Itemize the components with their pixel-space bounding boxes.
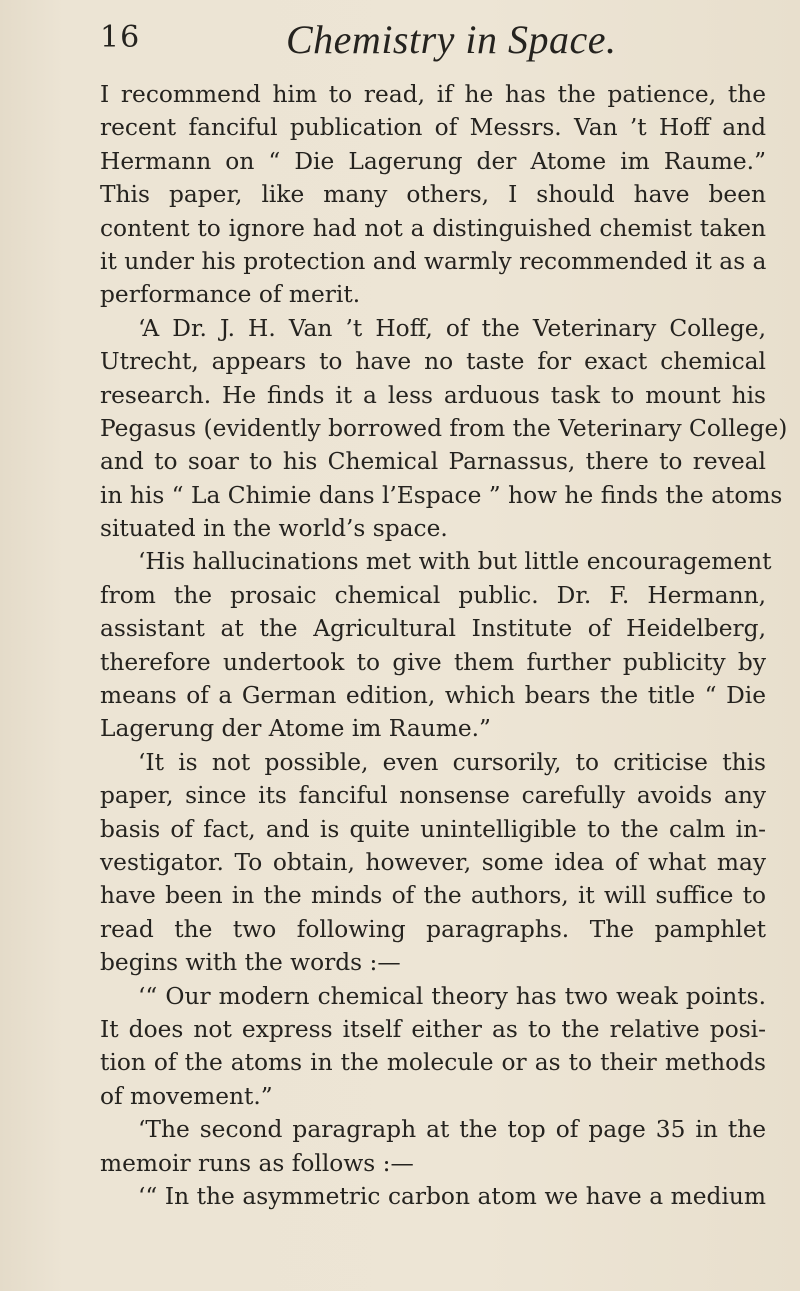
text-line: means of a German edition, which bears the title “ Die — [100, 682, 766, 710]
text-line: of movement.” — [100, 1082, 273, 1110]
text-line: research. He finds it a less arduous task to mount his — [100, 381, 766, 409]
text-line: Pegasus (evidently borrowed from the Veterinary College) — [100, 414, 788, 442]
text-line: ‘“ Our modern chemical theory has two weak points. — [138, 982, 766, 1010]
text-line: I recommend him to read, if he has the patience, the — [100, 81, 766, 108]
text-line: read the two following paragraphs. The pamphlet — [100, 915, 766, 943]
text-line: and to soar to his Chemical Parnassus, there to reveal — [100, 448, 766, 476]
page-header — [100, 16, 760, 68]
text-line: it under his protection and warmly recommended it as a — [100, 247, 767, 275]
text-line: have been in the minds of the authors, it will suffice to — [100, 882, 766, 910]
text-line: tion of the atoms in the molecule or as to their methods — [100, 1049, 766, 1077]
text-line: ‘The second paragraph at the top of page 35 in the — [138, 1116, 766, 1144]
text-line: paper, since its fanciful nonsense carefully avoids any — [100, 782, 766, 810]
text-line: ‘It is not possible, even cursorily, to criticise this — [138, 748, 766, 776]
text-line: It does not express itself either as to the relative posi- — [100, 1015, 766, 1043]
text-line: memoir runs as follows :— — [100, 1149, 414, 1177]
text-line: ‘His hallucinations met with but little encouragement — [138, 548, 772, 576]
text-line: assistant at the Agricultural Institute of Heidelberg, — [100, 615, 766, 643]
text-line: in his “ La Chimie dans l’Espace ” how he finds the atoms — [100, 481, 783, 509]
text-line: Lagerung der Atome im Raume.” — [100, 715, 491, 743]
text-line: ‘A Dr. J. H. Van ’t Hoff, of the Veterinary College, — [138, 314, 766, 342]
text-line: recent fanciful publication of Messrs. Van ’t Hoff and — [100, 114, 766, 142]
text-line: therefore undertook to give them further publicity by — [100, 648, 766, 676]
text-line: from the prosaic chemical public. Dr. F. Hermann, — [100, 581, 766, 609]
text-line: basis of fact, and is quite unintelligible to the calm in- — [100, 815, 766, 843]
running-title: Chemistry in Space. — [286, 17, 617, 62]
text-line: begins with the words :— — [100, 949, 401, 977]
text-line: ‘“ In the asymmetric carbon atom we have a medium — [138, 1182, 766, 1210]
text-line: performance of merit. — [100, 281, 361, 309]
text-line: content to ignore had not a distinguished chemist taken — [100, 214, 766, 242]
text-line: This paper, like many others, I should have been — [100, 181, 766, 209]
text-line: Utrecht, appears to have no taste for exact chemical — [100, 348, 766, 376]
body-text — [100, 78, 788, 1213]
page-number: 16 — [100, 20, 141, 55]
text-line: vestigator. To obtain, however, some idea of what may — [100, 848, 766, 876]
text-line: Hermann on “ Die Lagerung der Atome im Raume.” — [100, 147, 766, 175]
text-line: situated in the world’s space. — [100, 515, 448, 543]
